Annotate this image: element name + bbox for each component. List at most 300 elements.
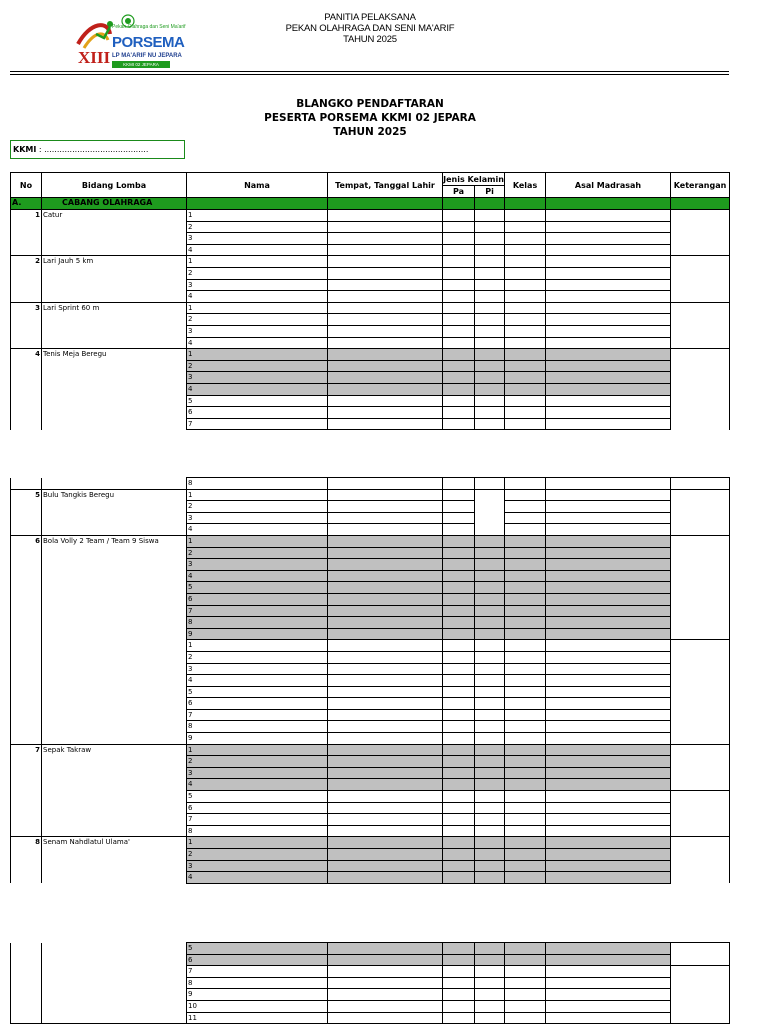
keterangan-cell[interactable]: [671, 966, 730, 1024]
ttl-cell[interactable]: [328, 756, 443, 768]
participant-name-cell[interactable]: 2: [187, 849, 328, 861]
ttl-cell[interactable]: [328, 791, 443, 803]
pa-cell[interactable]: [443, 395, 475, 407]
keterangan-cell[interactable]: [671, 349, 730, 430]
pi-cell[interactable]: [475, 663, 505, 675]
asal-cell[interactable]: [546, 547, 671, 559]
pa-cell[interactable]: [443, 383, 475, 395]
asal-cell[interactable]: [546, 698, 671, 710]
keterangan-cell[interactable]: [671, 943, 730, 966]
pi-cell[interactable]: [475, 478, 505, 490]
pi-cell[interactable]: [475, 721, 505, 733]
pa-cell[interactable]: [443, 547, 475, 559]
asal-cell[interactable]: [546, 954, 671, 966]
pi-cell[interactable]: [475, 418, 505, 430]
kelas-cell[interactable]: [505, 814, 546, 826]
pi-cell[interactable]: [475, 989, 505, 1001]
pa-cell[interactable]: [443, 733, 475, 745]
pi-cell[interactable]: [475, 383, 505, 395]
pi-cell[interactable]: [475, 756, 505, 768]
ttl-cell[interactable]: [328, 977, 443, 989]
participant-name-cell[interactable]: 9: [187, 628, 328, 640]
participant-name-cell[interactable]: 8: [187, 617, 328, 629]
pi-cell[interactable]: [475, 407, 505, 419]
asal-cell[interactable]: [546, 325, 671, 337]
keterangan-cell[interactable]: [671, 256, 730, 302]
kelas-cell[interactable]: [505, 256, 546, 268]
asal-cell[interactable]: [546, 779, 671, 791]
participant-name-cell[interactable]: 4: [187, 524, 328, 536]
ttl-cell[interactable]: [328, 489, 443, 501]
participant-name-cell[interactable]: 9: [187, 733, 328, 745]
pa-cell[interactable]: [443, 233, 475, 245]
participant-name-cell[interactable]: 3: [187, 860, 328, 872]
asal-cell[interactable]: [546, 524, 671, 536]
kelas-cell[interactable]: [505, 733, 546, 745]
kelas-cell[interactable]: [505, 721, 546, 733]
kelas-cell[interactable]: [505, 686, 546, 698]
kelas-cell[interactable]: [505, 582, 546, 594]
ttl-cell[interactable]: [328, 535, 443, 547]
participant-name-cell[interactable]: 8: [187, 825, 328, 837]
participant-name-cell[interactable]: 2: [187, 547, 328, 559]
pa-cell[interactable]: [443, 628, 475, 640]
participant-name-cell[interactable]: 7: [187, 814, 328, 826]
kelas-cell[interactable]: [505, 837, 546, 849]
participant-name-cell[interactable]: 6: [187, 407, 328, 419]
kelas-cell[interactable]: [505, 628, 546, 640]
pa-cell[interactable]: [443, 256, 475, 268]
kelas-cell[interactable]: [505, 210, 546, 222]
pa-cell[interactable]: [443, 943, 475, 955]
pi-cell[interactable]: [475, 547, 505, 559]
asal-cell[interactable]: [546, 675, 671, 687]
asal-cell[interactable]: [546, 582, 671, 594]
kelas-cell[interactable]: [505, 756, 546, 768]
pa-cell[interactable]: [443, 825, 475, 837]
ttl-cell[interactable]: [328, 501, 443, 513]
kelas-cell[interactable]: [505, 640, 546, 652]
pi-cell[interactable]: [475, 943, 505, 955]
kelas-cell[interactable]: [505, 314, 546, 326]
pi-cell[interactable]: [475, 628, 505, 640]
pa-cell[interactable]: [443, 325, 475, 337]
pa-cell[interactable]: [443, 698, 475, 710]
pi-cell[interactable]: [475, 640, 505, 652]
ttl-cell[interactable]: [328, 698, 443, 710]
keterangan-cell[interactable]: [671, 837, 730, 883]
participant-name-cell[interactable]: 1: [187, 535, 328, 547]
asal-cell[interactable]: [546, 407, 671, 419]
pi-cell[interactable]: [475, 954, 505, 966]
kelas-cell[interactable]: [505, 559, 546, 571]
kelas-cell[interactable]: [505, 302, 546, 314]
kelas-cell[interactable]: [505, 478, 546, 490]
ttl-cell[interactable]: [328, 721, 443, 733]
pa-cell[interactable]: [443, 349, 475, 361]
ttl-cell[interactable]: [328, 744, 443, 756]
pi-cell[interactable]: [475, 825, 505, 837]
pa-cell[interactable]: [443, 1000, 475, 1012]
asal-cell[interactable]: [546, 651, 671, 663]
participant-name-cell[interactable]: 6: [187, 802, 328, 814]
ttl-cell[interactable]: [328, 767, 443, 779]
kelas-cell[interactable]: [505, 954, 546, 966]
pa-cell[interactable]: [443, 210, 475, 222]
pa-cell[interactable]: [443, 535, 475, 547]
kelas-cell[interactable]: [505, 395, 546, 407]
pi-cell[interactable]: [475, 221, 505, 233]
keterangan-cell[interactable]: [671, 489, 730, 535]
asal-cell[interactable]: [546, 756, 671, 768]
kelas-cell[interactable]: [505, 966, 546, 978]
asal-cell[interactable]: [546, 686, 671, 698]
pi-cell[interactable]: [475, 617, 505, 629]
asal-cell[interactable]: [546, 802, 671, 814]
asal-cell[interactable]: [546, 837, 671, 849]
asal-cell[interactable]: [546, 791, 671, 803]
participant-name-cell[interactable]: 7: [187, 418, 328, 430]
pa-cell[interactable]: [443, 640, 475, 652]
asal-cell[interactable]: [546, 349, 671, 361]
kelas-cell[interactable]: [505, 233, 546, 245]
pi-cell[interactable]: [475, 535, 505, 547]
ttl-cell[interactable]: [328, 779, 443, 791]
pa-cell[interactable]: [443, 802, 475, 814]
pa-cell[interactable]: [443, 221, 475, 233]
participant-name-cell[interactable]: 11: [187, 1012, 328, 1024]
pa-cell[interactable]: [443, 559, 475, 571]
ttl-cell[interactable]: [328, 244, 443, 256]
ttl-cell[interactable]: [328, 349, 443, 361]
participant-name-cell[interactable]: 5: [187, 943, 328, 955]
ttl-cell[interactable]: [328, 512, 443, 524]
participant-name-cell[interactable]: 3: [187, 325, 328, 337]
pa-cell[interactable]: [443, 651, 475, 663]
participant-name-cell[interactable]: 5: [187, 582, 328, 594]
kelas-cell[interactable]: [505, 279, 546, 291]
participant-name-cell[interactable]: 7: [187, 605, 328, 617]
pa-cell[interactable]: [443, 570, 475, 582]
asal-cell[interactable]: [546, 977, 671, 989]
asal-cell[interactable]: [546, 721, 671, 733]
pi-cell[interactable]: [475, 686, 505, 698]
asal-cell[interactable]: [546, 849, 671, 861]
participant-name-cell[interactable]: 2: [187, 221, 328, 233]
participant-name-cell[interactable]: 1: [187, 837, 328, 849]
participant-name-cell[interactable]: 4: [187, 675, 328, 687]
pa-cell[interactable]: [443, 977, 475, 989]
pi-cell[interactable]: [475, 860, 505, 872]
pa-cell[interactable]: [443, 779, 475, 791]
asal-cell[interactable]: [546, 221, 671, 233]
participant-name-cell[interactable]: 2: [187, 756, 328, 768]
pi-cell[interactable]: [475, 233, 505, 245]
pi-cell[interactable]: [475, 349, 505, 361]
pi-cell[interactable]: [475, 291, 505, 303]
kelas-cell[interactable]: [505, 291, 546, 303]
ttl-cell[interactable]: [328, 675, 443, 687]
ttl-cell[interactable]: [328, 418, 443, 430]
pa-cell[interactable]: [443, 709, 475, 721]
ttl-cell[interactable]: [328, 372, 443, 384]
kelas-cell[interactable]: [505, 418, 546, 430]
ttl-cell[interactable]: [328, 954, 443, 966]
kelas-cell[interactable]: [505, 744, 546, 756]
participant-name-cell[interactable]: 8: [187, 721, 328, 733]
pi-cell[interactable]: [475, 559, 505, 571]
pi-cell[interactable]: [475, 314, 505, 326]
participant-name-cell[interactable]: 3: [187, 233, 328, 245]
asal-cell[interactable]: [546, 512, 671, 524]
pa-cell[interactable]: [443, 872, 475, 884]
ttl-cell[interactable]: [328, 943, 443, 955]
pi-cell[interactable]: [475, 605, 505, 617]
kelas-cell[interactable]: [505, 1012, 546, 1024]
asal-cell[interactable]: [546, 256, 671, 268]
asal-cell[interactable]: [546, 244, 671, 256]
ttl-cell[interactable]: [328, 989, 443, 1001]
asal-cell[interactable]: [546, 559, 671, 571]
pi-cell[interactable]: [475, 337, 505, 349]
pi-cell[interactable]: [475, 977, 505, 989]
kelas-cell[interactable]: [505, 605, 546, 617]
pa-cell[interactable]: [443, 954, 475, 966]
ttl-cell[interactable]: [328, 559, 443, 571]
pa-cell[interactable]: [443, 849, 475, 861]
asal-cell[interactable]: [546, 628, 671, 640]
participant-name-cell[interactable]: 4: [187, 383, 328, 395]
pi-cell[interactable]: [475, 582, 505, 594]
participant-name-cell[interactable]: 4: [187, 570, 328, 582]
ttl-cell[interactable]: [328, 547, 443, 559]
kelas-cell[interactable]: [505, 651, 546, 663]
participant-name-cell[interactable]: 6: [187, 698, 328, 710]
kelas-cell[interactable]: [505, 989, 546, 1001]
pi-cell[interactable]: [475, 791, 505, 803]
asal-cell[interactable]: [546, 291, 671, 303]
ttl-cell[interactable]: [328, 651, 443, 663]
pa-cell[interactable]: [443, 337, 475, 349]
ttl-cell[interactable]: [328, 1012, 443, 1024]
participant-name-cell[interactable]: 3: [187, 663, 328, 675]
pi-cell[interactable]: [475, 360, 505, 372]
kelas-cell[interactable]: [505, 535, 546, 547]
ttl-cell[interactable]: [328, 686, 443, 698]
ttl-cell[interactable]: [328, 524, 443, 536]
participant-name-cell[interactable]: 1: [187, 349, 328, 361]
pi-cell[interactable]: [475, 849, 505, 861]
pa-cell[interactable]: [443, 267, 475, 279]
participant-name-cell[interactable]: 3: [187, 559, 328, 571]
kelas-cell[interactable]: [505, 501, 546, 513]
pa-cell[interactable]: [443, 767, 475, 779]
kelas-cell[interactable]: [505, 547, 546, 559]
ttl-cell[interactable]: [328, 407, 443, 419]
keterangan-cell[interactable]: [671, 302, 730, 348]
participant-name-cell[interactable]: 6: [187, 954, 328, 966]
asal-cell[interactable]: [546, 501, 671, 513]
asal-cell[interactable]: [546, 709, 671, 721]
pa-cell[interactable]: [443, 314, 475, 326]
kkmi-field[interactable]: [10, 140, 185, 159]
ttl-cell[interactable]: [328, 233, 443, 245]
kelas-cell[interactable]: [505, 767, 546, 779]
asal-cell[interactable]: [546, 814, 671, 826]
participant-name-cell[interactable]: 2: [187, 314, 328, 326]
pi-cell[interactable]: [475, 872, 505, 884]
participant-name-cell[interactable]: 3: [187, 767, 328, 779]
keterangan-cell[interactable]: [671, 744, 730, 790]
kelas-cell[interactable]: [505, 489, 546, 501]
ttl-cell[interactable]: [328, 302, 443, 314]
pi-cell[interactable]: [475, 256, 505, 268]
participant-name-cell[interactable]: 9: [187, 989, 328, 1001]
participant-name-cell[interactable]: 10: [187, 1000, 328, 1012]
ttl-cell[interactable]: [328, 267, 443, 279]
asal-cell[interactable]: [546, 535, 671, 547]
kelas-cell[interactable]: [505, 1000, 546, 1012]
ttl-cell[interactable]: [328, 395, 443, 407]
participant-name-cell[interactable]: 2: [187, 651, 328, 663]
participant-name-cell[interactable]: 4: [187, 872, 328, 884]
ttl-cell[interactable]: [328, 256, 443, 268]
kelas-cell[interactable]: [505, 977, 546, 989]
asal-cell[interactable]: [546, 478, 671, 490]
kelas-cell[interactable]: [505, 512, 546, 524]
pa-cell[interactable]: [443, 407, 475, 419]
pa-cell[interactable]: [443, 791, 475, 803]
asal-cell[interactable]: [546, 210, 671, 222]
pi-cell[interactable]: [475, 395, 505, 407]
participant-name-cell[interactable]: 5: [187, 395, 328, 407]
kelas-cell[interactable]: [505, 325, 546, 337]
ttl-cell[interactable]: [328, 966, 443, 978]
participant-name-cell[interactable]: 4: [187, 779, 328, 791]
asal-cell[interactable]: [546, 267, 671, 279]
pa-cell[interactable]: [443, 1012, 475, 1024]
ttl-cell[interactable]: [328, 1000, 443, 1012]
participant-name-cell[interactable]: 3: [187, 279, 328, 291]
kelas-cell[interactable]: [505, 943, 546, 955]
pa-cell[interactable]: [443, 837, 475, 849]
kelas-cell[interactable]: [505, 698, 546, 710]
ttl-cell[interactable]: [328, 849, 443, 861]
kelas-cell[interactable]: [505, 267, 546, 279]
asal-cell[interactable]: [546, 314, 671, 326]
participant-name-cell[interactable]: 4: [187, 291, 328, 303]
asal-cell[interactable]: [546, 1000, 671, 1012]
ttl-cell[interactable]: [328, 478, 443, 490]
pi-cell[interactable]: [475, 837, 505, 849]
kelas-cell[interactable]: [505, 802, 546, 814]
participant-name-cell[interactable]: 1: [187, 256, 328, 268]
ttl-cell[interactable]: [328, 582, 443, 594]
participant-name-cell[interactable]: 1: [187, 210, 328, 222]
asal-cell[interactable]: [546, 640, 671, 652]
keterangan-cell[interactable]: [671, 791, 730, 837]
pa-cell[interactable]: [443, 512, 475, 524]
kelas-cell[interactable]: [505, 244, 546, 256]
asal-cell[interactable]: [546, 360, 671, 372]
kelas-cell[interactable]: [505, 779, 546, 791]
participant-name-cell[interactable]: 1: [187, 302, 328, 314]
pi-cell[interactable]: [475, 244, 505, 256]
kelas-cell[interactable]: [505, 524, 546, 536]
pa-cell[interactable]: [443, 989, 475, 1001]
pa-cell[interactable]: [443, 593, 475, 605]
pi-cell[interactable]: [475, 966, 505, 978]
pi-cell-merged[interactable]: [475, 489, 505, 535]
asal-cell[interactable]: [546, 663, 671, 675]
pa-cell[interactable]: [443, 582, 475, 594]
pa-cell[interactable]: [443, 524, 475, 536]
pi-cell[interactable]: [475, 733, 505, 745]
pi-cell[interactable]: [475, 651, 505, 663]
asal-cell[interactable]: [546, 395, 671, 407]
keterangan-cell[interactable]: [671, 640, 730, 744]
kelas-cell[interactable]: [505, 349, 546, 361]
pa-cell[interactable]: [443, 721, 475, 733]
asal-cell[interactable]: [546, 372, 671, 384]
kelas-cell[interactable]: [505, 617, 546, 629]
participant-name-cell[interactable]: 3: [187, 372, 328, 384]
ttl-cell[interactable]: [328, 617, 443, 629]
participant-name-cell[interactable]: 1: [187, 744, 328, 756]
participant-name-cell[interactable]: 3: [187, 512, 328, 524]
participant-name-cell[interactable]: 6: [187, 593, 328, 605]
ttl-cell[interactable]: [328, 291, 443, 303]
kelas-cell[interactable]: [505, 372, 546, 384]
ttl-cell[interactable]: [328, 628, 443, 640]
ttl-cell[interactable]: [328, 837, 443, 849]
pi-cell[interactable]: [475, 1000, 505, 1012]
pa-cell[interactable]: [443, 302, 475, 314]
pi-cell[interactable]: [475, 210, 505, 222]
ttl-cell[interactable]: [328, 383, 443, 395]
asal-cell[interactable]: [546, 767, 671, 779]
pa-cell[interactable]: [443, 686, 475, 698]
pi-cell[interactable]: [475, 709, 505, 721]
participant-name-cell[interactable]: 8: [187, 478, 328, 490]
kelas-cell[interactable]: [505, 337, 546, 349]
asal-cell[interactable]: [546, 605, 671, 617]
pa-cell[interactable]: [443, 675, 475, 687]
keterangan-cell[interactable]: [671, 210, 730, 256]
pa-cell[interactable]: [443, 814, 475, 826]
ttl-cell[interactable]: [328, 709, 443, 721]
pa-cell[interactable]: [443, 663, 475, 675]
pi-cell[interactable]: [475, 744, 505, 756]
kelas-cell[interactable]: [505, 791, 546, 803]
participant-name-cell[interactable]: 7: [187, 966, 328, 978]
pi-cell[interactable]: [475, 698, 505, 710]
participant-name-cell[interactable]: 5: [187, 686, 328, 698]
pa-cell[interactable]: [443, 291, 475, 303]
pa-cell[interactable]: [443, 372, 475, 384]
pa-cell[interactable]: [443, 418, 475, 430]
participant-name-cell[interactable]: 1: [187, 489, 328, 501]
asal-cell[interactable]: [546, 860, 671, 872]
participant-name-cell[interactable]: 2: [187, 267, 328, 279]
pa-cell[interactable]: [443, 489, 475, 501]
ttl-cell[interactable]: [328, 733, 443, 745]
kelas-cell[interactable]: [505, 872, 546, 884]
pi-cell[interactable]: [475, 675, 505, 687]
asal-cell[interactable]: [546, 617, 671, 629]
pa-cell[interactable]: [443, 360, 475, 372]
kelas-cell[interactable]: [505, 860, 546, 872]
